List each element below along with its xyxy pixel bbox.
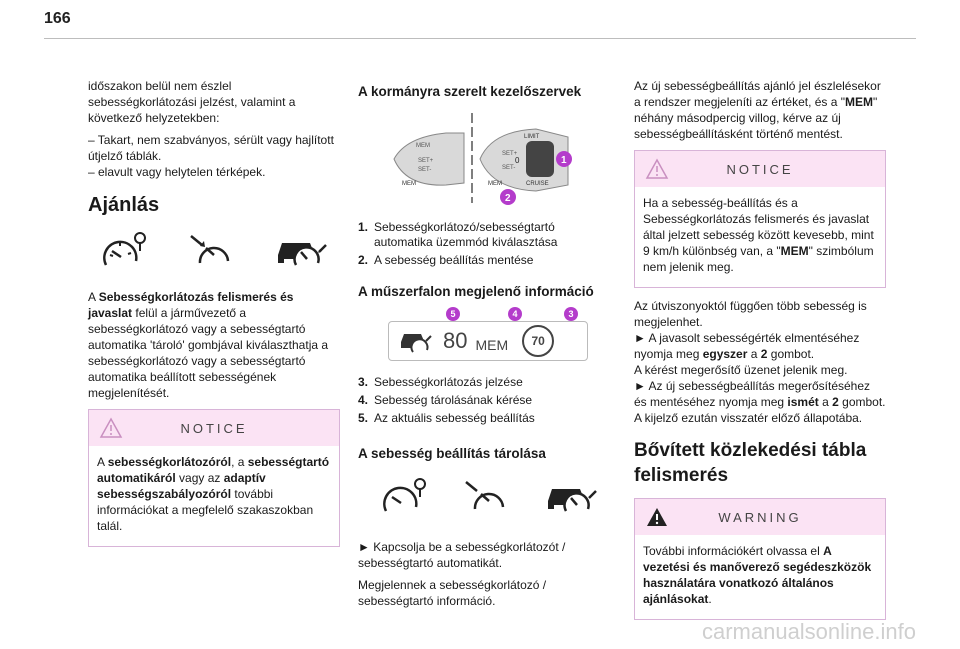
car-speedometer-icon [274, 231, 330, 271]
car-speed-icon [399, 328, 433, 354]
svg-text:SET-: SET- [502, 165, 516, 171]
warning-triangle-icon [645, 158, 669, 180]
cluster-figure [388, 309, 588, 361]
column-2 [358, 84, 610, 615]
footer-watermark: carmanualsonline.info [701, 619, 916, 644]
col3-para-3 [634, 330, 886, 362]
speed-sign-icon: 70 [522, 325, 554, 357]
col3-para-6: A kijelző ezután visszatér előző állapotába. [634, 411, 863, 425]
item-text: Sebességkorlátozó/sebességtartó automatika üzemmód kiválasztása [374, 220, 558, 249]
item-text: Sebesség tárolásának kérése [374, 393, 533, 407]
controls-list [358, 220, 610, 268]
column-1 [88, 78, 340, 557]
t: MEM [780, 244, 809, 258]
t: további információkat a megfelelő szakaszokban talál. [97, 487, 314, 533]
t: A [97, 455, 108, 469]
t: 2 [832, 395, 839, 409]
list-item [358, 220, 610, 250]
svg-text:MEM: MEM [416, 143, 430, 149]
notice-body [635, 187, 885, 287]
list-item [358, 375, 610, 390]
t: gombot. [767, 347, 815, 361]
col3-para-2: Az útviszonyoktól függően több sebesség is megjelenhet. [634, 299, 867, 329]
recommendation-paragraph [88, 289, 340, 401]
item-text: A sebesség beállítás mentése [374, 253, 534, 267]
dashboard-list [358, 375, 610, 426]
para-bold: Sebességkorlátozás felismerés és javaslat [88, 290, 294, 320]
item-number: 3. [358, 375, 369, 389]
warning-title: WARNING [718, 509, 802, 525]
intro-text: időszakon belül nem észlel sebességkorlátozási jelzést, valamint a következő helyzetekben: [88, 79, 296, 125]
notice-box-2 [634, 150, 886, 288]
col3-para-1 [634, 78, 886, 142]
t: vagy az [175, 471, 224, 485]
col3-para-4: A kérést megerősítő üzenet jelenik meg. [634, 363, 848, 377]
t: sebességtartó automatikáról [97, 455, 330, 485]
storage-step-2: Megjelennek a sebességkorlátozó / sebességtartó információ. [358, 578, 547, 608]
bullet-2: – elavult vagy helytelen térképek. [88, 165, 266, 179]
notice-text [97, 454, 331, 534]
notice-header [89, 410, 339, 446]
storage-step-1: ► Kapcsolja be a sebességkorlátozót / sebességtartó automatikát. [358, 540, 566, 570]
t: , a [231, 455, 248, 469]
section-heading-ajanlas: Ajánlás [88, 194, 160, 216]
warning-triangle-icon [99, 417, 123, 439]
t: Az új sebességbeállítás ajánló jel észlelésekor a rendszer megjeleníti az értéket, és a " [634, 79, 881, 109]
t: ► Az új sebességbeállítás megerősítéséhez és mentéséhez nyomja meg [634, 379, 871, 409]
section-heading-extended: Bővített közlekedési tábla felismerés [634, 440, 867, 486]
car-speedometer-icon [544, 477, 600, 517]
t: sebességkorlátozóról [107, 455, 232, 469]
t: ► A javasolt sebességérték elmentéséhez nyomja meg [634, 331, 860, 361]
warning-box [634, 498, 886, 620]
t: ismét [787, 395, 819, 409]
list-item [358, 411, 610, 426]
speed-value: 80 [443, 328, 468, 353]
notice-text [643, 195, 877, 275]
header-divider [44, 38, 916, 39]
section-heading-dashboard: A műszerfalon megjelenő információ [358, 284, 594, 299]
notice-header [635, 151, 885, 187]
t: " néhány másodpercig villog, kérve az új sebességbeállításként történő mentést. [634, 95, 878, 141]
warning-header [635, 499, 885, 535]
section-heading-controls: A kormányra szerelt kezelőszervek [358, 84, 582, 99]
fig-limit: LIMIT [524, 134, 540, 140]
notice-title: NOTICE [180, 420, 248, 436]
steering-controls-figure [376, 107, 576, 207]
col3-para-5 [634, 378, 886, 410]
svg-text:SET+: SET+ [502, 151, 518, 157]
badge-5: 5 [446, 307, 460, 321]
speedometer-set-icon [378, 477, 430, 517]
warning-body [635, 535, 885, 619]
svg-text:MEM: MEM [402, 181, 416, 187]
t: egyszer [702, 347, 748, 361]
t: a [747, 347, 761, 361]
bullet-1: – Takart, nem szabványos, sérült vagy hajlított útjelző táblák. [88, 133, 334, 163]
item-number: 5. [358, 411, 369, 425]
notice-body [89, 446, 339, 546]
speedometer-set-icon [98, 231, 150, 271]
instrument-cluster [388, 321, 588, 361]
fig-zero: 0 [515, 156, 520, 165]
notice-box-1 [88, 409, 340, 547]
badge-4: 4 [508, 307, 522, 321]
mem-label: MEM [475, 337, 509, 353]
t: adaptív sebességszabályozóról [97, 471, 266, 501]
item-text: Az aktuális sebesség beállítás [374, 411, 535, 425]
item-number: 1. [358, 220, 369, 234]
speedometer-limit-icon [186, 231, 238, 271]
item-number: 2. [358, 253, 369, 267]
t: További információkért olvassa el [643, 544, 824, 558]
column-3 [634, 78, 886, 630]
list-item [358, 253, 610, 268]
item-text: Sebességkorlátozás jelzése [374, 375, 523, 389]
t: a [818, 395, 833, 409]
svg-text:2: 2 [505, 193, 511, 204]
t: . [708, 592, 712, 606]
speedometer-limit-icon [461, 477, 513, 517]
list-item [358, 393, 610, 408]
para-pre: A [88, 290, 99, 304]
icon-row-1 [98, 231, 330, 271]
icon-row-2 [378, 477, 600, 517]
t: A vezetési és manőverező segédeszközök használatára vonatkozó általános ajánlásokat [643, 544, 872, 606]
section-heading-storage: A sebesség beállítás tárolása [358, 446, 546, 461]
t: " szimbólum nem jelenik meg. [643, 244, 874, 274]
para-rest: felül a járművezető a sebességkorlátozó vagy a sebességtartó automatika 'tároló' gombjával kiválaszthatja a sebességkorlátozó vagy a sebességtartó automatika beállított sebességének megjelenítését. [88, 306, 329, 400]
page-number: 166 [44, 10, 71, 27]
fig-set-minus: SET- [418, 167, 432, 173]
warning-triangle-icon [645, 506, 669, 528]
t: Ha a sebesség-beállítás és a Sebességkorlátozás felismerés és javaslat által jelzett sebesség között kevesebb, mint 9 km/h különbség van, a " [643, 196, 874, 258]
svg-text:1: 1 [561, 155, 567, 166]
fig-set-plus: SET+ [418, 158, 434, 164]
notice-title: NOTICE [726, 161, 794, 177]
t: gombot. [838, 395, 886, 409]
fig-cruise: CRUISE [526, 181, 549, 187]
t: MEM [845, 95, 874, 109]
badge-3: 3 [564, 307, 578, 321]
t: 2 [760, 347, 768, 361]
warning-text [643, 543, 877, 607]
fig-mem: MEM [488, 181, 502, 187]
item-number: 4. [358, 393, 369, 407]
